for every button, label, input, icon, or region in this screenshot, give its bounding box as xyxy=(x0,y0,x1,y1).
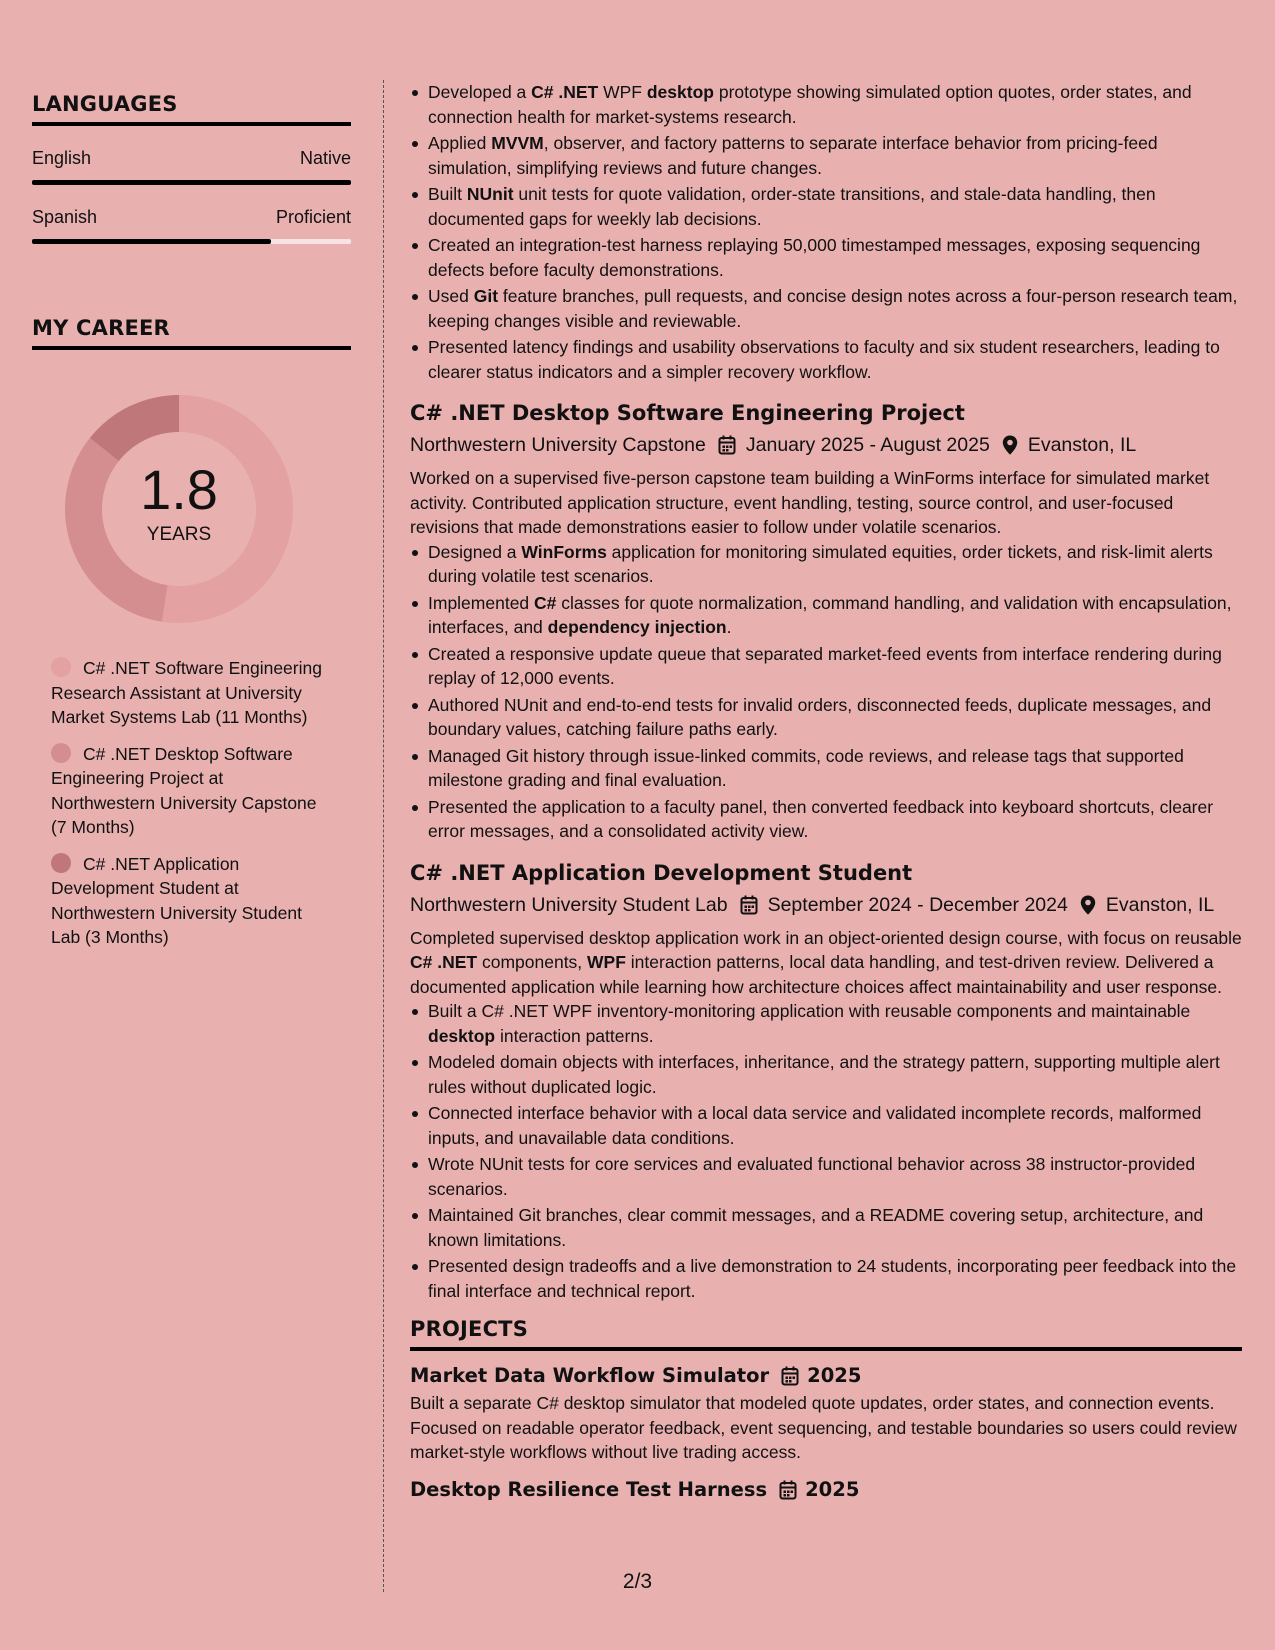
bold-keyword: C# xyxy=(534,592,557,613)
language-row xyxy=(32,207,351,228)
text-run: Built a C# .NET WPF inventory-monitoring application with reusable components and maintainable xyxy=(428,1001,1191,1021)
text-run: Presented design tradeoffs and a live demonstration to 24 students, incorporating peer feedback into the final interface and technical report. xyxy=(428,1256,1237,1301)
bullet-item xyxy=(410,795,1242,844)
text-run: interaction patterns. xyxy=(495,1025,654,1046)
job-title: C# .NET Application Development Student xyxy=(410,860,913,885)
experience-bullets xyxy=(410,80,1242,384)
bold-keyword: C# .NET xyxy=(531,82,599,102)
page-number: 2/3 xyxy=(622,1570,653,1593)
bullet-item xyxy=(410,540,1242,589)
project-year: 2025 xyxy=(805,1477,860,1501)
column-divider xyxy=(383,80,384,1592)
legend-label: C# .NET Application Development Student at Northwestern University Student Lab (3 Months) xyxy=(51,853,302,947)
right-column xyxy=(410,80,1242,1505)
bullet-item xyxy=(410,1101,1242,1150)
bullet-item xyxy=(410,1203,1242,1252)
bold-keyword: Git xyxy=(473,286,499,306)
career-legend-item xyxy=(51,742,331,840)
job-bullets xyxy=(410,540,1242,844)
text-run: Designed a xyxy=(428,541,522,562)
bullet-item xyxy=(410,591,1242,640)
job-organization: Northwestern University Student Lab xyxy=(410,893,728,916)
career-legend xyxy=(51,656,331,950)
languages-heading: LANGUAGES xyxy=(32,92,351,126)
bullet-item xyxy=(410,335,1242,384)
text-run: . xyxy=(726,617,732,637)
calendar-icon xyxy=(718,435,736,455)
legend-dot xyxy=(51,853,71,873)
text-run: Used xyxy=(428,286,474,306)
legend-label: C# .NET Software Engineering Research Assistant at University Market Systems Lab (11 Months) xyxy=(51,658,322,727)
text-run: application for monitoring simulated equities, order tickets, and risk-limit alerts during volatile test scenarios. xyxy=(428,541,1213,586)
text-run: Completed supervised desktop application work in an object-oriented design course, with focus on reusable xyxy=(410,927,1242,948)
language-proficiency-fill xyxy=(32,239,271,244)
bullet-item xyxy=(410,284,1242,333)
career-total-unit: YEARS xyxy=(146,524,212,545)
text-run: feature branches, pull requests, and concise design notes across a four-person research team, keeping changes visible and reviewable. xyxy=(428,286,1238,331)
career-donut-chart xyxy=(64,394,294,624)
bold-keyword: dependency injection xyxy=(547,617,727,637)
career-legend-item xyxy=(51,852,331,950)
legend-label: C# .NET Desktop Software Engineering Project at Northwestern University Capstone (7 Months) xyxy=(51,743,317,837)
language-name: Spanish xyxy=(32,207,98,227)
text-run: Implemented xyxy=(428,592,535,613)
bullet-item xyxy=(410,233,1242,282)
career-legend-item xyxy=(51,656,331,730)
text-run: Created an integration-test harness replaying 50,000 timestamped messages, exposing sequencing defects before faculty demonstrations. xyxy=(428,235,1201,280)
text-run: Wrote NUnit tests for core services and evaluated functional behavior across 38 instructor-provided scenarios. xyxy=(428,1154,1196,1199)
bold-keyword: WinForms xyxy=(521,541,607,562)
job-location: Evanston, IL xyxy=(1027,434,1137,456)
text-run: WPF xyxy=(598,82,647,102)
text-run: Modeled domain objects with interfaces, inheritance, and the strategy pattern, supporting multiple alert rules without duplicated logic. xyxy=(428,1052,1220,1097)
bold-keyword: WPF xyxy=(587,952,626,972)
job-title: C# .NET Desktop Software Engineering Project xyxy=(410,401,965,425)
text-run: Presented latency findings and usability observations to faculty and six student researchers, leading to clearer status indicators and a simpler recovery workflow. xyxy=(428,337,1220,382)
text-run: Applied xyxy=(428,133,492,153)
calendar-icon xyxy=(779,1480,797,1500)
text-run: Created a responsive update queue that separated market-feed events from interface rendering during replay of 12,000 events. xyxy=(428,643,1222,688)
job-meta xyxy=(410,430,1242,460)
project-year: 2025 xyxy=(807,1364,862,1387)
job-organization: Northwestern University Capstone xyxy=(410,434,706,456)
map-pin-icon xyxy=(1080,895,1096,915)
text-run: Connected interface behavior with a local data service and validated incomplete records, malformed inputs, and unavailable data conditions. xyxy=(428,1103,1202,1148)
bold-keyword: NUnit xyxy=(466,184,514,204)
bullet-item xyxy=(410,693,1242,742)
language-level: Native xyxy=(299,148,351,168)
map-pin-icon xyxy=(1002,435,1018,455)
project-title: Desktop Resilience Test Harness xyxy=(410,1477,768,1501)
language-name: English xyxy=(32,148,92,168)
text-run: interaction patterns, local data handling, and test-driven review. Delivered a documented application while learning how architecture choices affect maintainability and user response. xyxy=(410,952,1222,997)
job-dates: January 2025 - August 2025 xyxy=(745,434,990,456)
job-location: Evanston, IL xyxy=(1105,893,1215,916)
bold-keyword: C# .NET xyxy=(410,952,478,972)
job-entry xyxy=(410,398,1242,844)
language-level: Proficient xyxy=(275,207,351,227)
job-bullets xyxy=(410,999,1242,1303)
left-column xyxy=(32,92,351,962)
job-entry xyxy=(410,858,1242,1304)
text-run: Built xyxy=(428,184,467,204)
projects-heading: PROJECTS xyxy=(410,1317,1242,1351)
career-heading: MY CAREER xyxy=(32,316,351,350)
bullet-item xyxy=(410,1152,1242,1201)
languages-list xyxy=(32,148,351,244)
bold-keyword: desktop xyxy=(646,82,714,102)
bullet-item xyxy=(410,642,1242,691)
career-total-value: 1.8 xyxy=(140,458,218,521)
text-run: Presented the application to a faculty panel, then converted feedback into keyboard shortcuts, clearer error messages, and a consolidated activity view. xyxy=(428,796,1214,841)
experience-list xyxy=(410,398,1242,1303)
language-proficiency-bar xyxy=(32,180,351,185)
calendar-icon xyxy=(781,1366,799,1386)
project-entry xyxy=(410,1475,1242,1505)
text-run: components, xyxy=(477,952,588,972)
bullet-item xyxy=(410,80,1242,129)
bullet-item xyxy=(410,1050,1242,1099)
legend-dot xyxy=(51,657,71,677)
project-description: Built a separate C# desktop simulator that modeled quote updates, order states, and connection events. Focused on readable operator feedback, event sequencing, and testable boundaries so users could review market-style workflows without live trading access. xyxy=(410,1393,1237,1462)
bullet-item xyxy=(410,744,1242,793)
calendar-icon xyxy=(740,895,758,915)
project-entry xyxy=(410,1361,1242,1465)
text-run: Developed a xyxy=(428,82,532,102)
text-run: classes for quote normalization, command handling, and validation with encapsulation, interfaces, and xyxy=(428,592,1232,637)
bullet-item xyxy=(410,999,1242,1048)
job-meta xyxy=(410,890,1242,920)
bold-keyword: desktop xyxy=(428,1025,496,1046)
bullet-item xyxy=(410,131,1242,180)
text-run: prototype showing simulated option quotes, order states, and connection health for market-systems research. xyxy=(428,82,1192,127)
text-run: Managed Git history through issue-linked commits, code reviews, and release tags that supported milestone grading and final evaluation. xyxy=(428,745,1184,790)
job-description xyxy=(410,926,1242,1000)
bullet-item xyxy=(410,1254,1242,1303)
job-dates: September 2024 - December 2024 xyxy=(767,893,1068,916)
text-run: Authored NUnit and end-to-end tests for invalid orders, disconnected feeds, duplicate messages, and boundary values, catching failure paths early. xyxy=(428,694,1212,739)
text-run: , observer, and factory patterns to separate interface behavior from pricing-feed simulation, simplifying reviews and future changes. xyxy=(428,133,1158,178)
bullet-item xyxy=(410,182,1242,231)
project-title-row xyxy=(410,1361,1242,1391)
project-title-row xyxy=(410,1475,1242,1505)
language-proficiency-fill xyxy=(32,180,351,185)
language-proficiency-bar xyxy=(32,239,351,244)
language-row xyxy=(32,148,351,169)
text-run: Maintained Git branches, clear commit messages, and a README covering setup, architecture, and known limitations. xyxy=(428,1205,1204,1250)
projects-list xyxy=(410,1361,1242,1505)
bold-keyword: MVVM xyxy=(491,133,544,153)
text-run: unit tests for quote validation, order-state transitions, and stale-data handling, then documented gaps for weekly lab decisions. xyxy=(428,184,1156,229)
project-title: Market Data Workflow Simulator xyxy=(410,1364,770,1387)
text-run: Worked on a supervised five-person capstone team building a WinForms interface for simulated market activity. Contributed application structure, event handling, testing, source control, and user-focused revisions that made demonstrations easier to follow under volatile scenarios. xyxy=(410,468,1210,537)
job-description xyxy=(410,466,1242,540)
legend-dot xyxy=(51,743,71,763)
